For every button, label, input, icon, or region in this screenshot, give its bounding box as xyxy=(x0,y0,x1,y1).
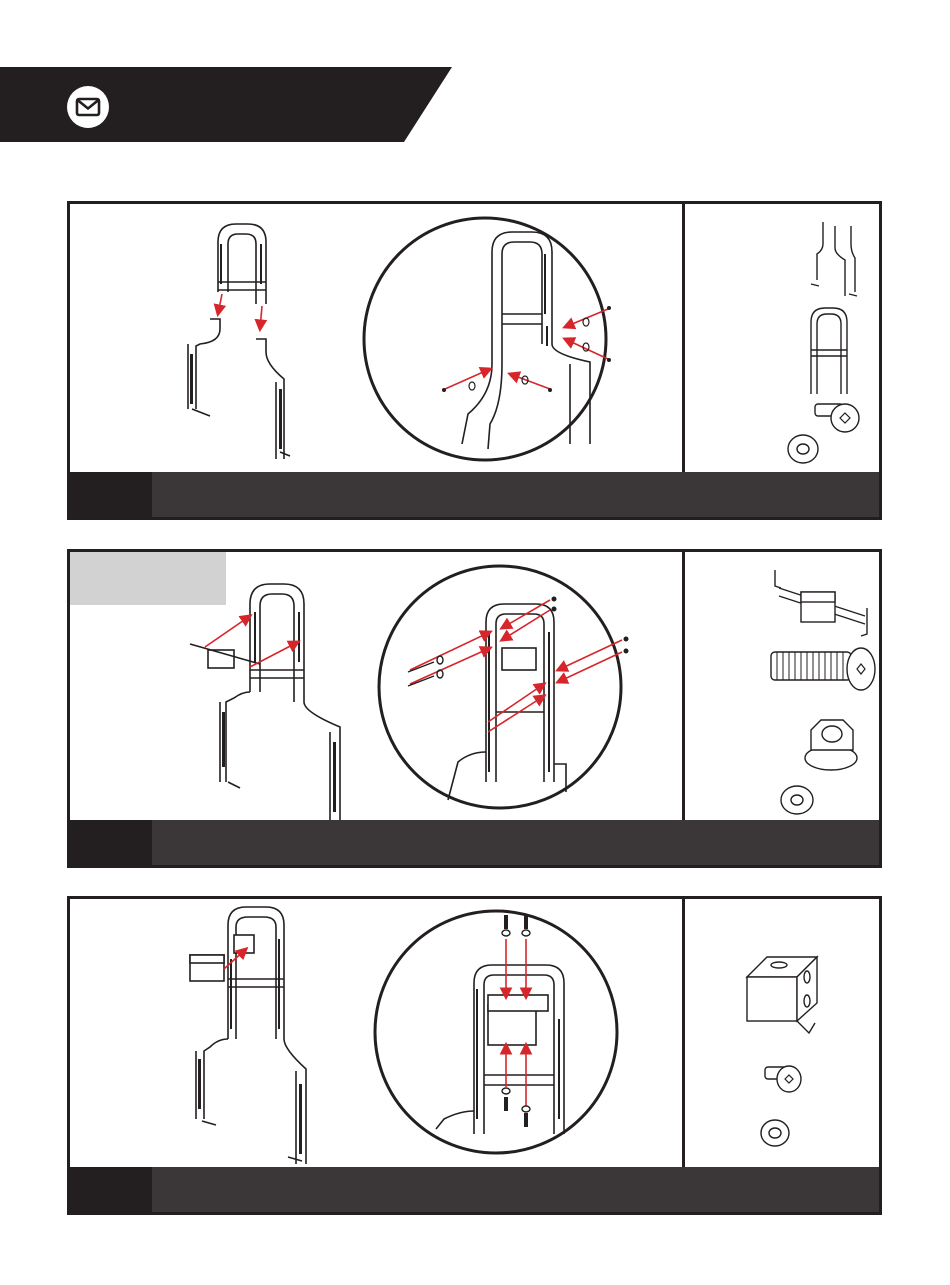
side-tubes-icon xyxy=(811,222,857,296)
mounting-bracket-icon xyxy=(775,570,867,636)
frame-with-slotted-bracket xyxy=(190,907,306,1164)
step-2-parts xyxy=(685,552,879,821)
step-2-footer xyxy=(70,820,879,865)
step-3-footer xyxy=(70,1167,879,1212)
button-head-bolt-icon xyxy=(815,404,859,432)
step-panel-1 xyxy=(67,201,882,520)
slotted-bracket-icon xyxy=(747,957,817,1033)
frame-exploded-view xyxy=(188,224,290,459)
step-2-label xyxy=(70,552,226,605)
upright-frame-icon xyxy=(811,308,847,394)
step-3-illustration xyxy=(70,899,682,1168)
button-head-bolt-icon xyxy=(765,1066,801,1092)
step-1-parts xyxy=(685,204,879,473)
long-bolt-icon xyxy=(771,648,875,690)
step-panel-2 xyxy=(67,549,882,868)
header-banner xyxy=(0,67,452,142)
flange-nut-icon xyxy=(805,720,857,770)
step-1-illustration xyxy=(70,204,682,473)
step-1-footer xyxy=(70,472,879,517)
washer-icon xyxy=(781,786,813,814)
step-number xyxy=(70,820,152,865)
step-2-illustration xyxy=(70,552,682,821)
step-panel-3 xyxy=(67,896,882,1215)
washer-icon xyxy=(788,435,818,463)
step-3-parts xyxy=(685,899,879,1168)
envelope-icon xyxy=(66,85,110,129)
washer-icon xyxy=(761,1120,789,1146)
frame-with-bracket xyxy=(190,584,340,821)
step-number xyxy=(70,472,152,517)
step-number xyxy=(70,1167,152,1212)
